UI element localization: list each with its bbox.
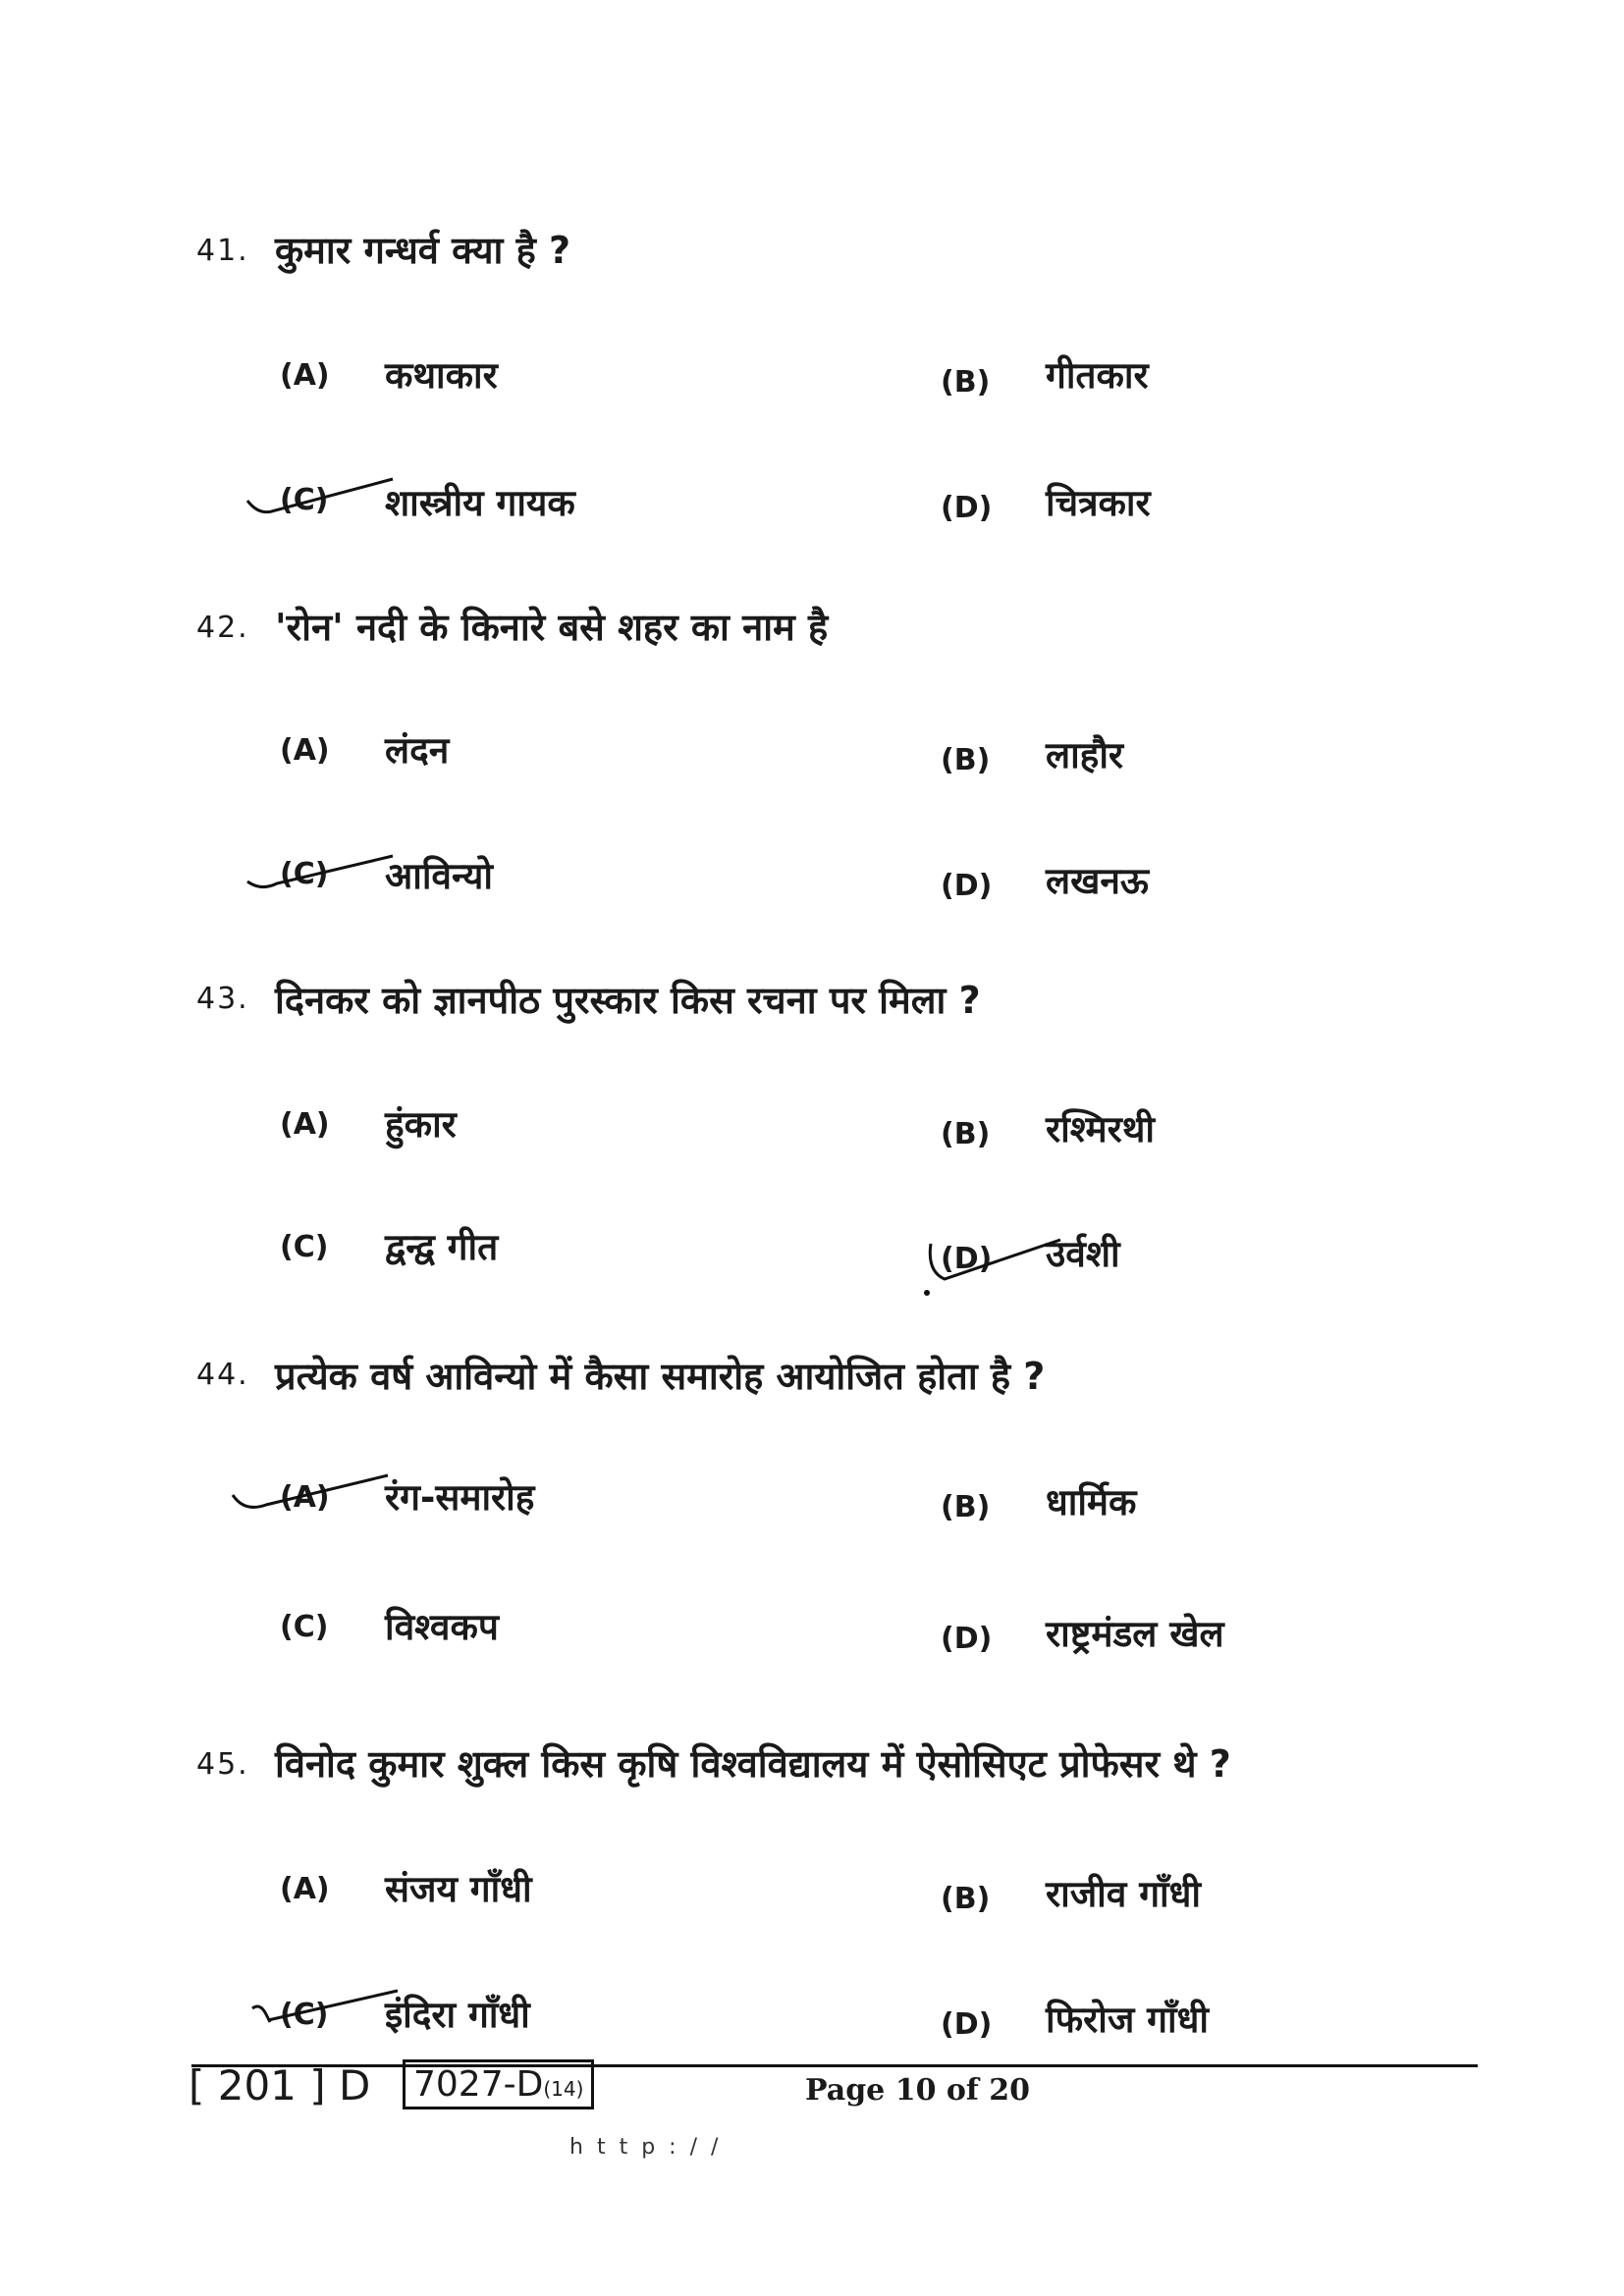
- option-label-d: (D): [941, 2007, 993, 2042]
- option-text-a: रंग-समारोह: [385, 1476, 535, 1519]
- question-text: कुमार गन्धर्व क्या है ?: [275, 229, 571, 272]
- question-text: विनोद कुमार शुक्ल किस कृषि विश्वविद्यालय में ऐसोसिएट प्रोफेसर थे ?: [275, 1742, 1231, 1786]
- option-text-a: कथाकार: [385, 354, 498, 397]
- option-label-b: (B): [941, 1490, 991, 1524]
- paper-id-box: [403, 2059, 594, 2109]
- option-label-c: (C): [280, 857, 329, 891]
- option-text-a: हुंकार: [385, 1103, 457, 1146]
- question-text: दिनकर को ज्ञानपीठ पुरस्कार किस रचना पर मिला ?: [275, 979, 981, 1022]
- question-number: 45.: [196, 1747, 249, 1782]
- option-label-c: (C): [280, 483, 329, 517]
- option-label-d: (D): [941, 1242, 993, 1276]
- option-label-c: (C): [280, 1230, 329, 1264]
- paper-id-sub: (14): [543, 2077, 584, 2101]
- footer-url: http://: [569, 2135, 732, 2160]
- question-number: 41.: [196, 234, 249, 268]
- tick-mark-q42: [245, 846, 403, 905]
- option-text-d: चित्रकार: [1046, 482, 1151, 524]
- option-text-c: इंदिरा गाँधी: [385, 1994, 530, 2036]
- option-text-b: रश्मिरथी: [1046, 1108, 1155, 1150]
- question-text: प्रत्येक वर्ष आविन्यो में कैसा समारोह आयोजित होता है ?: [275, 1355, 1046, 1398]
- option-label-d: (D): [941, 869, 993, 903]
- option-text-d: फिरोज गाँधी: [1046, 1999, 1209, 2041]
- option-label-c: (C): [280, 1998, 329, 2032]
- option-label-b: (B): [941, 1117, 991, 1151]
- option-text-c: आविन्यो: [385, 855, 493, 897]
- tick-mark-q45: [250, 1983, 407, 2042]
- option-text-c: विश्वकप: [385, 1606, 499, 1648]
- option-label-d: (D): [941, 1622, 993, 1656]
- question-number: 44.: [196, 1358, 249, 1392]
- option-label-b: (B): [941, 365, 991, 400]
- option-label-c: (C): [280, 1610, 329, 1644]
- option-text-b: धार्मिक: [1046, 1481, 1137, 1523]
- question-text: 'रोन' नदी के किनारे बसे शहर का नाम है: [275, 606, 829, 649]
- option-label-b: (B): [941, 743, 991, 777]
- option-text-d: उर्वशी: [1046, 1233, 1120, 1275]
- option-label-b: (B): [941, 1882, 991, 1916]
- option-label-a: (A): [280, 1107, 330, 1142]
- paper-code: [ 201 ] D: [189, 2061, 371, 2109]
- question-number: 43.: [196, 982, 249, 1016]
- option-label-a: (A): [280, 1480, 330, 1515]
- option-text-b: राजीव गाँधी: [1046, 1873, 1201, 1915]
- option-label-a: (A): [280, 358, 330, 393]
- question-number: 42.: [196, 611, 249, 645]
- option-text-d: लखनऊ: [1046, 860, 1149, 902]
- page-number: Page 10 of 20: [805, 2073, 1030, 2108]
- option-text-b: लाहौर: [1046, 734, 1124, 776]
- option-text-a: लंदन: [385, 729, 450, 772]
- option-text-d: राष्ट्रमंडल खेल: [1046, 1613, 1224, 1655]
- tick-mark-q44: [231, 1468, 398, 1526]
- option-text-c: द्वन्द्व गीत: [385, 1226, 499, 1268]
- option-label-a: (A): [280, 1872, 330, 1906]
- option-text-a: संजय गाँधी: [385, 1868, 532, 1910]
- paper-id: 7027-D: [413, 2064, 544, 2105]
- option-label-d: (D): [941, 491, 993, 525]
- tick-mark-q41: [245, 471, 403, 530]
- option-text-b: गीतकार: [1046, 354, 1149, 397]
- footer-rule: [191, 2064, 1478, 2067]
- option-label-a: (A): [280, 733, 330, 768]
- option-text-c: शास्त्रीय गायक: [385, 482, 575, 524]
- tick-mark-q43: [923, 1222, 1070, 1301]
